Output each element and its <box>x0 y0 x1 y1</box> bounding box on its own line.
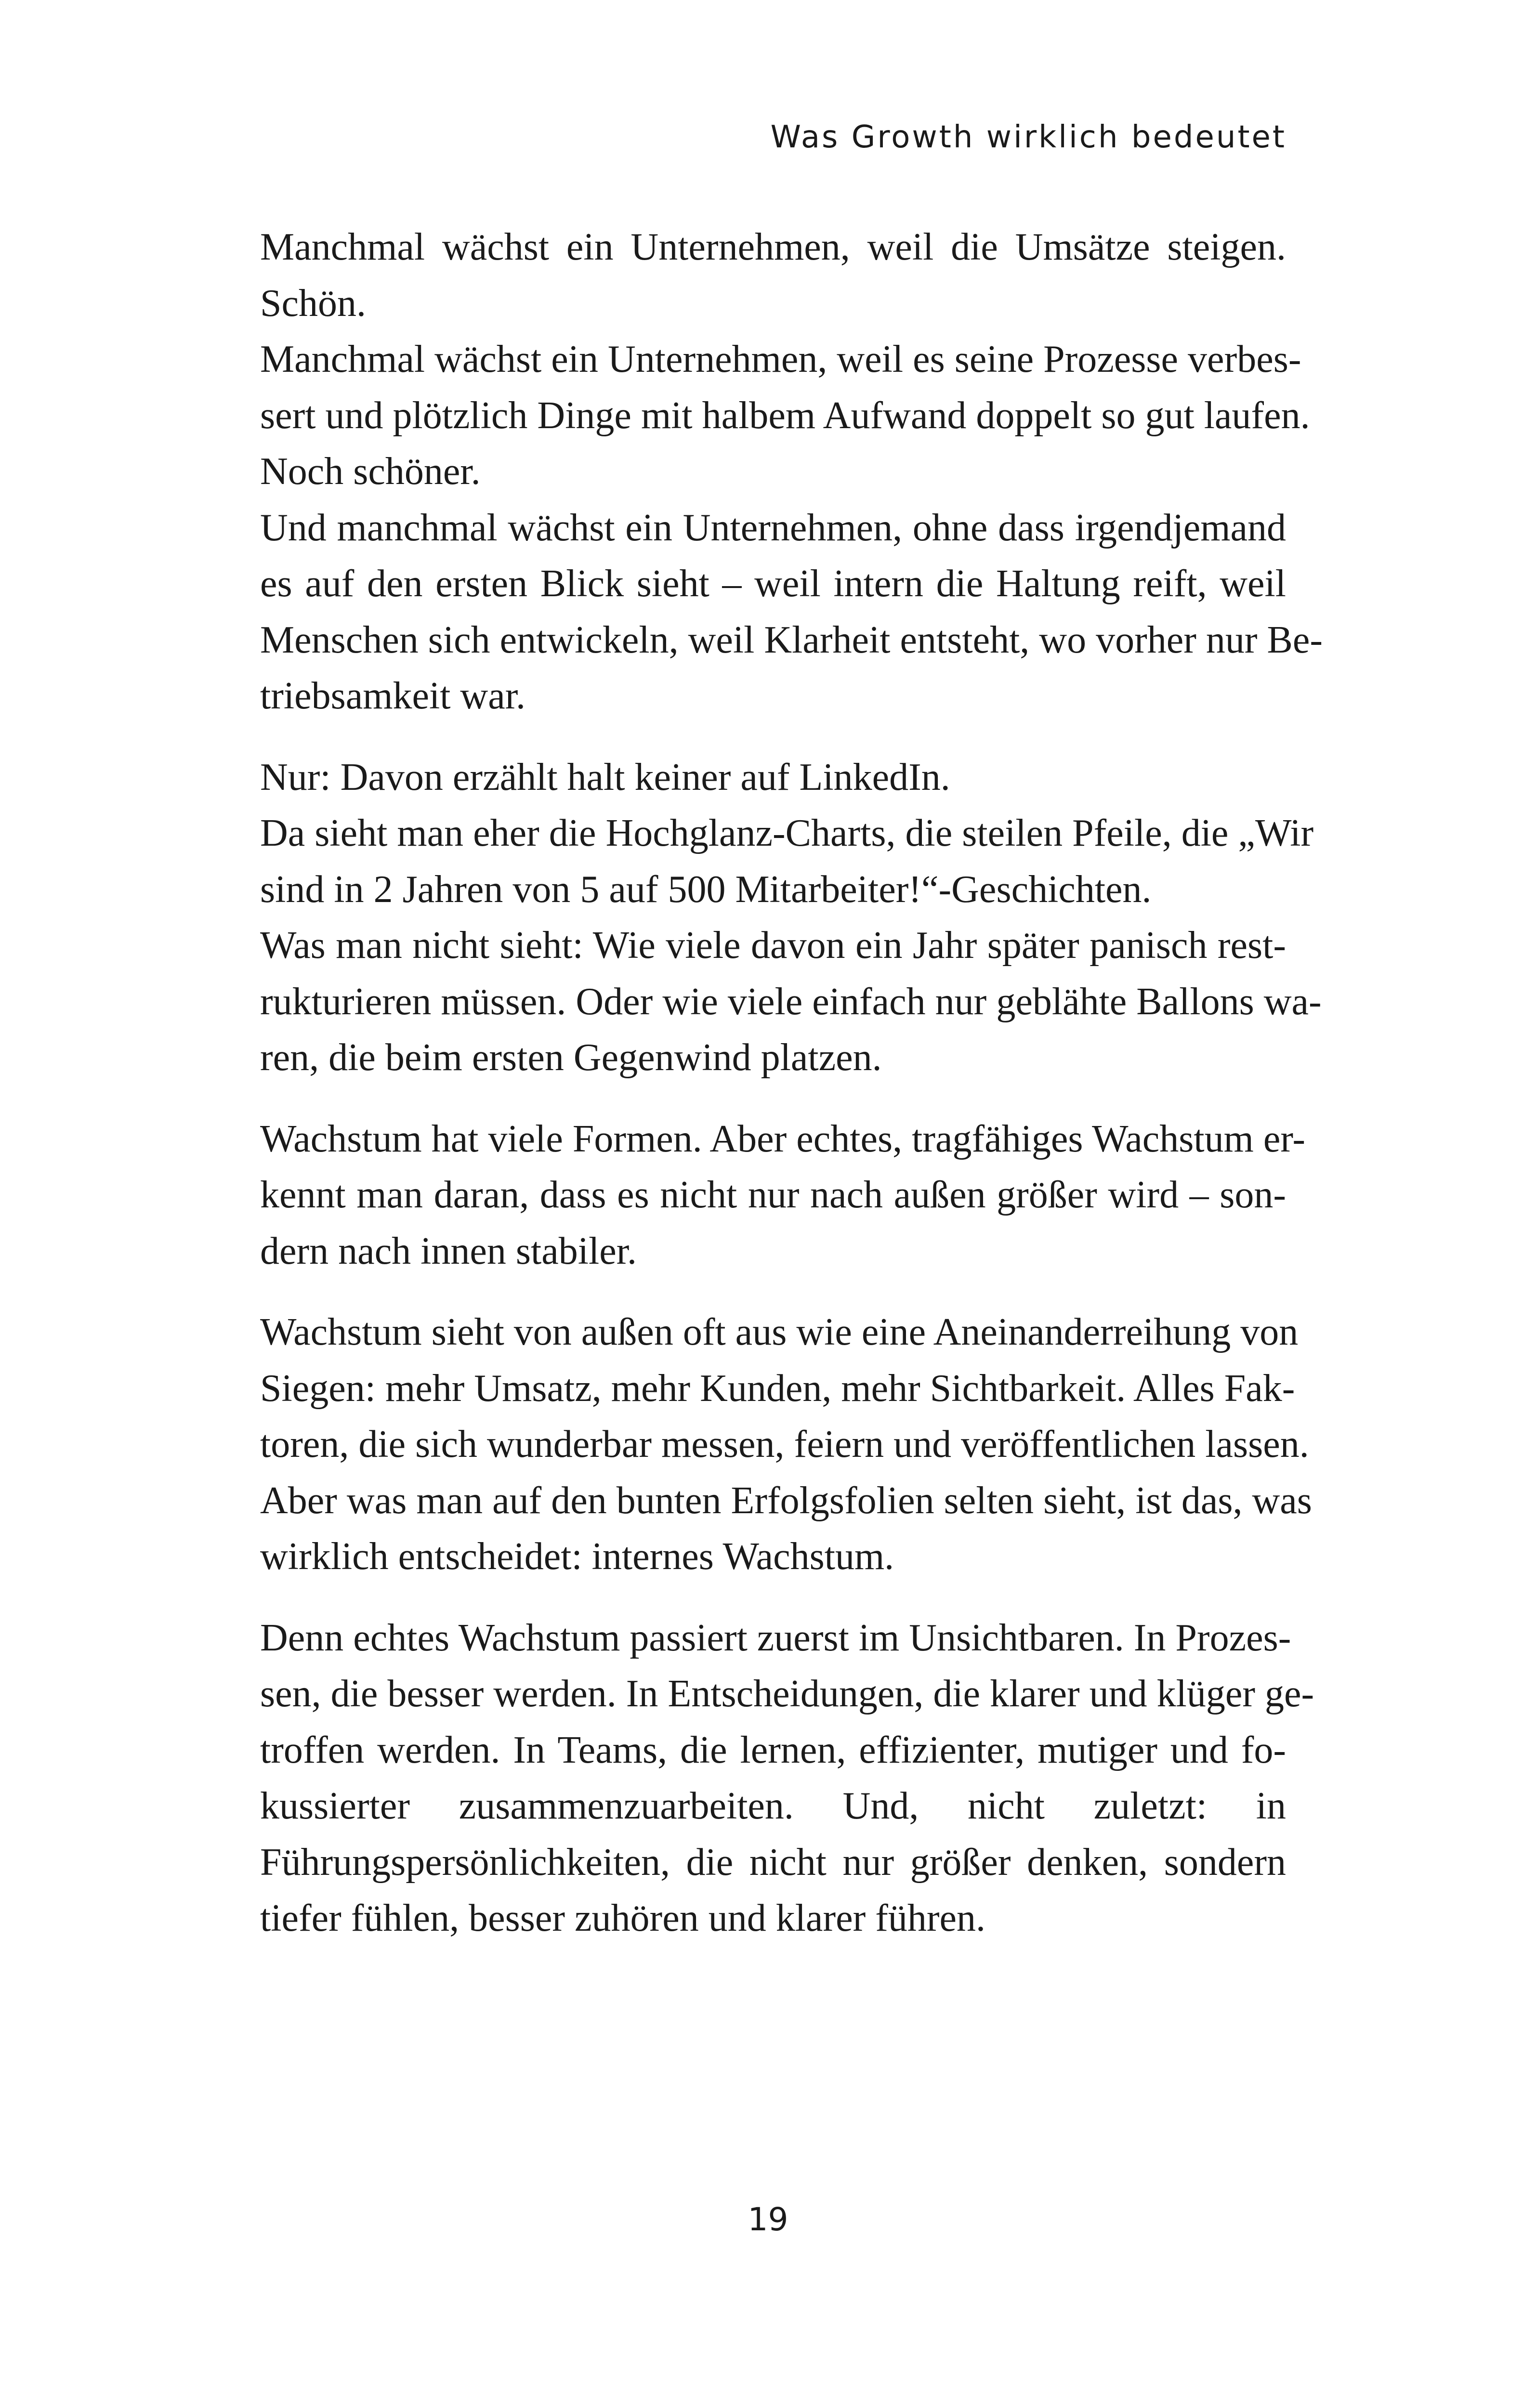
text-line: troffen werden. In Teams, die lernen, effizienter, mutiger und fo- <box>260 1728 1286 1771</box>
text-line: triebsamkeit war. <box>260 675 525 717</box>
text-line: kussierter zusammenzuarbeiten. Und, nicht zuletzt: in <box>260 1785 1286 1827</box>
text-line: Und manchmal wächst ein Unternehmen, ohne dass irgendjemand <box>260 506 1286 549</box>
text-line: Menschen sich entwickeln, weil Klarheit entsteht, wo vorher nur Be- <box>260 618 1323 661</box>
paragraph-5 <box>260 1610 1314 1947</box>
text-line: ren, die beim ersten Gegenwind platzen. <box>260 1036 882 1079</box>
text-line: Noch schöner. <box>260 450 481 493</box>
text-line: sind in 2 Jahren von 5 auf 500 Mitarbeiter!“-Geschichten. <box>260 868 1152 911</box>
page-number: 19 <box>748 2201 788 2238</box>
text-line: Wachstum hat viele Formen. Aber echtes, tragfähiges Wachstum er- <box>260 1117 1305 1160</box>
paragraph-3 <box>260 1111 1305 1280</box>
running-head: Was Growth wirklich bedeutet <box>770 119 1287 155</box>
text-line: Nur: Davon erzählt halt keiner auf LinkedIn. <box>260 756 950 798</box>
text-line: wirklich entscheidet: internes Wachstum. <box>260 1535 894 1578</box>
text-line: Aber was man auf den bunten Erfolgsfolien selten sieht, ist das, was <box>260 1479 1312 1522</box>
text-line: sert und plötzlich Dinge mit halbem Aufwand doppelt so gut laufen. <box>260 394 1310 437</box>
text-line: kennt man daran, dass es nicht nur nach außen größer wird – son- <box>260 1174 1286 1216</box>
text-line: Schön. <box>260 282 366 325</box>
text-line: Was man nicht sieht: Wie viele davon ein Jahr später panisch rest- <box>260 924 1286 967</box>
text-line: Da sieht man eher die Hochglanz-Charts, die steilen Pfeile, die „Wir <box>260 812 1314 854</box>
body-text <box>260 219 1323 1972</box>
paragraph-2 <box>260 749 1322 1086</box>
text-line: rukturieren müssen. Oder wie viele einfach nur geblähte Ballons wa- <box>260 980 1322 1023</box>
text-line: Manchmal wächst ein Unternehmen, weil die Umsätze steigen. <box>260 226 1286 268</box>
text-line: Denn echtes Wachstum passiert zuerst im Unsichtbaren. In Prozes- <box>260 1616 1291 1659</box>
text-line: Führungspersönlichkeiten, die nicht nur größer denken, sondern <box>260 1841 1286 1884</box>
text-line: toren, die sich wunderbar messen, feiern und veröffentlichen lassen. <box>260 1423 1309 1466</box>
paragraph-4 <box>260 1304 1312 1585</box>
text-line: Manchmal wächst ein Unternehmen, weil es seine Prozesse verbes- <box>260 338 1301 380</box>
text-line: es auf den ersten Blick sieht – weil intern die Haltung reift, weil <box>260 563 1286 605</box>
text-line: dern nach innen stabiler. <box>260 1230 637 1272</box>
text-line: tiefer fühlen, besser zuhören und klarer führen. <box>260 1897 986 1939</box>
text-line: sen, die besser werden. In Entscheidungen, die klarer und klüger ge- <box>260 1673 1314 1715</box>
text-line: Siegen: mehr Umsatz, mehr Kunden, mehr Sichtbarkeit. Alles Fak- <box>260 1367 1295 1410</box>
paragraph-1 <box>260 219 1323 724</box>
text-line: Wachstum sieht von außen oft aus wie eine Aneinanderreihung von <box>260 1311 1299 1353</box>
